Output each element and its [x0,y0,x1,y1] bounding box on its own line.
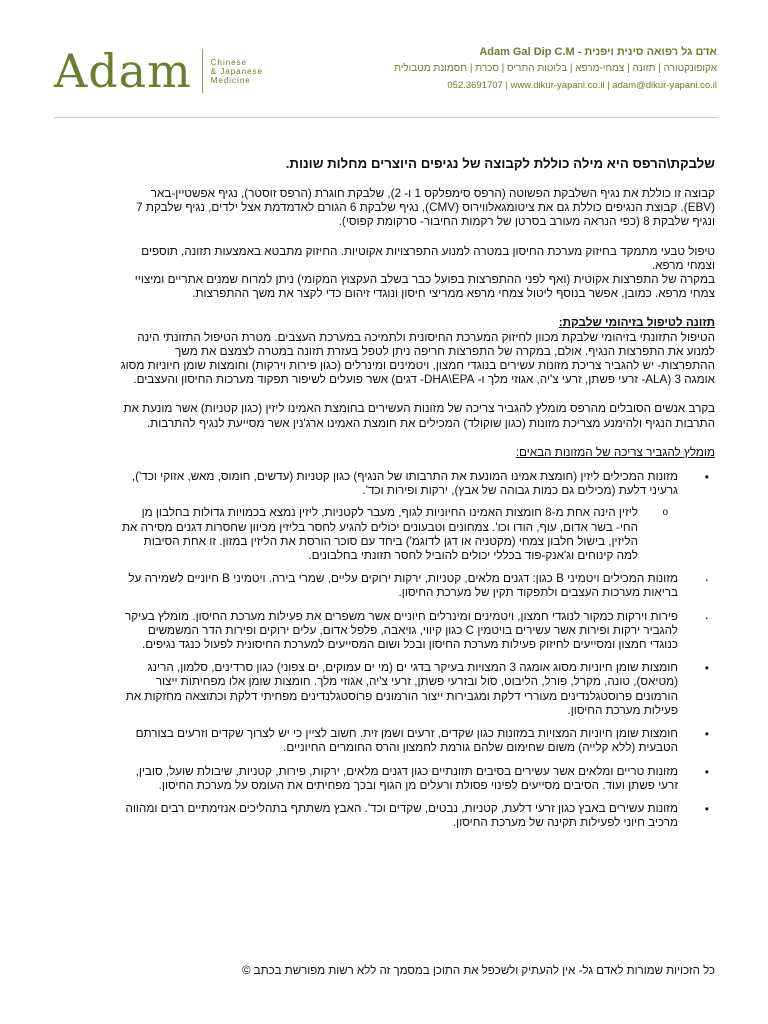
list-item: · פירות וירקות כמקור לנוגדי חמצון, ויטמינים ומינרלים חיוניים אשר משפרים את פעילות מערכת החיסון. מומלץ בעיקר להגביר ירקות ופירות אשר עשירים בויטמין C כגון קיווי, גויאבה, פלפל אדום, עלים ירוקים ופירות הדר המשמשים כנוגדי חמצון ומסייעים לחיזוק פעילות מערכת החיסון ובכל ושום המסייעים למערכת החיסונית לפעול כנגד נגיפים. [120,610,715,653]
services-list: אקופונקטורה | תזונה | צמחי-מרפא | בלוטות התריס | סכרת | תסמונת מטבולית [394,63,717,74]
article-title: שלבקת\הרפס היא מילה כוללת לקבוצה של נגיפים היוצרים מחלות שונות. [285,156,715,171]
logo-subtitle [211,58,263,85]
article-body [120,155,715,839]
practitioner-name: אדם גל רפואה סינית ויפנית - Adam Gal Dip C.M [479,46,717,58]
list-item: • מזונות טריים ומלאים אשר עשירים בסיבים תזונתיים כגון דגנים מלאים, ירקות, פירות, קטניות, שיבולת שועל, סובין, זרעי פשתן ועוד. הסיבים מסייעים לפינוי פסולת ורעלים מן הגוף ובכך מפחיתים את העומס על מערכת החיסון. [120,765,715,793]
paragraph-treatment [120,245,715,302]
paragraph-treatment-line1: טיפול טבעי מתמקד בחיזוק מערכת החיסון במטרה למנוע התפרצויות אקוטיות. החיזוק מתבטא באמצעות תזונה, תוספים וצמחי מרפא. [141,244,715,272]
nutrition-heading: תזונה לטיפול בזיהומי שלבקת: [558,316,715,330]
paragraph-intro: קבוצה זו כוללת את נגיף השלבקת הפשוטה (הרפס סימפלקס 1 ו- 2), שלבקת חוגרת (הרפס זוסטר), נגיף אפשטיין-באר (EBV). קבוצת הנגיפים כוללת גם את ציטומגאלווירוס (CMV), נגיף שלבקת 6 הגורם לאדמדמת אצל ילדים, נגיף שלבקת 7 ונגיף שלבקת 8 (כפי הנראה מעורב בסרטן של רקמות החיבור- סרקומת קפוסי). [136,187,715,229]
list-item: · מזונות המכילים ויטמיני B כגון: דגנים מלאים, קטניות, ירקות ירוקים עליים, שמרי בירה. ויטמיני B חיוניים לשמירה על בריאות מערכות העצבים ולתפקוד תקין של מערכת החיסון. [120,572,715,600]
logo-sub-line: Chinese [210,57,248,67]
logo-divider [202,49,203,93]
header-divider [54,117,718,118]
paragraph-lysine: בקרב אנשים הסובלים מהרפס מומלץ להגביר צריכה של מזונות העשירים בחומצת האמינו ליזין (כגון קטניות) אשר מונעת את התרבות הנגיף ולהימנע מצריכת מזונות (כגון שוקולד) המכילים את חומצת האמינו ארג'נין אשר מסייעת לנגיף להתרבות. [123,402,715,430]
logo-wordmark: Adam [54,44,192,98]
list-item: • חומצות שומן חיוניות המצויות במזונות כגון שקדים, זרעים ושמן זית. חשוב לציין כי יש לצרוך שקדים וזרעים בצורתם הטבעית (ללא קלייה) משום שחימום שלהם גורמת לחמצון והרס החומרים החיוניים. [120,727,715,755]
paragraph-nutrition: הטיפול התזונתי בזיהומי שלבקת מכוון לחיזוק המערכת החיסונית ולתמיכה במערכת העצבים. מטרת הטיפול התזונתי הינה למנוע את התפרצות הנגיף. אולם, במקרה של התפרצות חריפה ניתן לטפל בעזרת תזונה במטרה לצמצם את משך ההתפרצות- יש להגביר צריכת מזונות עשירים בנוגדי חמצון, ויטמינים ומינרלים (כגון פירות וירקות) וחומצות שומן חיוניות מסוג אומגה 3 (ALA- זרעי פשתן, זרעי צ'יה, אגוזי מלך ו- DHA\EPA- דגים) אשר פועלים לשיפור תפקוד מערכות החיסון והעצבים. [120,330,715,387]
sub-list-item: o ליזין הינה אחת מ-8 חומצות האמינו החיוניות לגוף, מעבר לקטניות, ליזין נמצא בכמויות גדולות בחלבון מן החי- בשר אדום, עוף, הודו וכו'. צמחונים וטבעונים יכולים להגיע לחסר בליזין מכיוון שחסרות דגנים מסירה את הליזין, בישול חלבון צמחי (מקטניה או דגן לדוגמ') ביחד עם סוכר הורסת את הליזין במזון. זו אחת הסיבות למה קינוחים וג'אנק-פוד בכללי יכולים להוביל לחסר תזונתי בחלבונים. [120,506,678,563]
list-item: • חומצות שומן חיוניות מסוג אומגה 3 המצויות בעיקר בדגי ים (מי ים עמוקים, ים צפוני) כגון סרדינים, סלמון, הרינג (מטיאס), טונה, מקרל, פורל, הליבוט, סול ובזרעי פשתן, זרעי צ'יה, אגוזי מלך. חומצות שומן אלו מפחיתות ייצור הורמונים פרוסטגלנדינים מעוררי דלקת ומגבירות ייצור הורמונים פרוסטגלנדינים מפחיתי דלקת וכתוצאה מחזקות את פעילות מערכת החיסון. [120,661,715,718]
copyright-footer: כל הזכויות שמורות לאדם גל- אין להעתיק ולשכפל את התוכן במסמך זה ללא רשות מפורשת בכתב © [242,965,715,977]
food-list [120,470,715,830]
brand-logo [54,44,263,98]
logo-sub-line: Medicine [210,75,251,85]
list-item-text: מזונות המכילים ליזין (חומצת אמינו המונעת את התרבותו של הנגיף) כגון קטניות (עדשים, חומוס, מאש, אזוקי וכד'), גרעיני דלעת (מכילים גם כמות גבוהה של אבץ), ירקות ופירות וכד'. [131,470,678,498]
list-item [120,470,715,563]
logo-sub-line: & Japanese [210,66,263,76]
list-intro: מומלץ להגביר צריכה של המזונות הבאים: [515,445,715,459]
contact-info: 052.3691707 | www.dikur-yapani.co.il | adam@dikur-yapani.co.il [447,80,717,91]
paragraph-treatment-line2: במקרה של התפרצות אקוטית (ואף לפני ההתפרצות בפועל כבר בשלב העקצוץ המקומי) ניתן למרוח שמנים אתריים ומיצויי צמחי מרפא. כמובן, אפשר בנוסף ליטול צמחי מרפא ממריצי חיסון ונוגדי זיהום כדי לקצר את משך ההתפרצות. [134,273,715,301]
letterhead [394,45,717,92]
list-item: • מזונות עשירים באבץ כגון זרעי דלעת, קטניות, נבטים, שקדים וכד'. האבץ משתתף בתהליכים אנזימתיים רבים ומהווה מרכיב חיוני לפעילות תקינה של מערכת החיסון. [120,802,715,830]
sub-list [120,506,678,563]
